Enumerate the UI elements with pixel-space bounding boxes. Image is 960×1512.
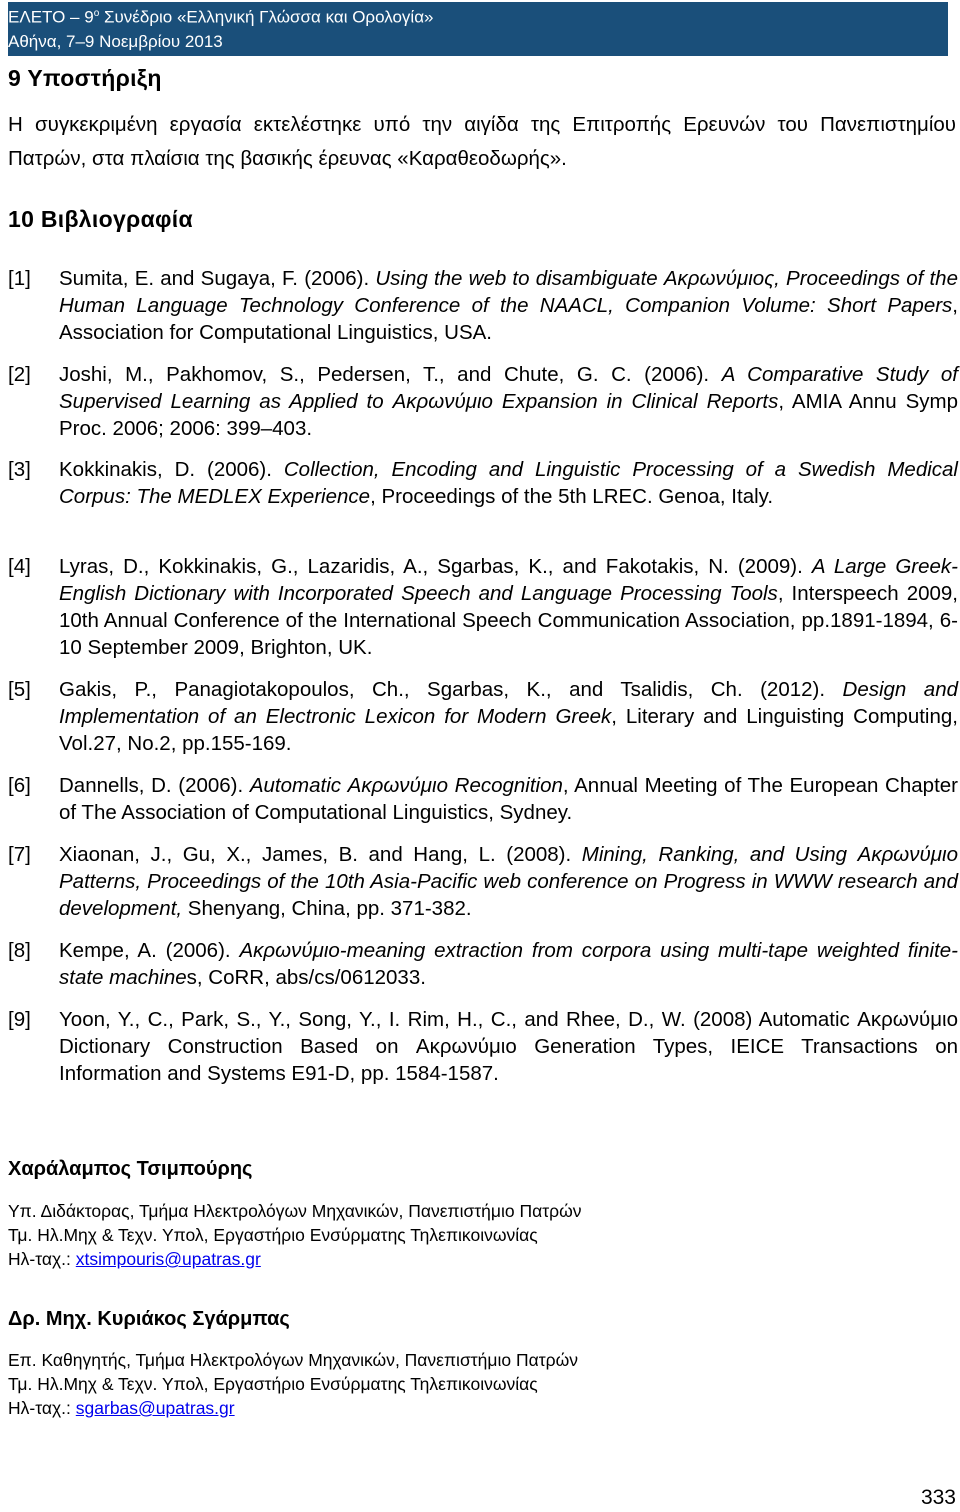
reference-number: [9]: [8, 1008, 31, 1031]
reference-number: [4]: [8, 555, 31, 578]
author-affiliation: Υπ. Διδάκτορας, Τμήμα Ηλεκτρολόγων Μηχανικών, Πανεπιστήμιο Πατρών Τμ. Ηλ.Μηχ & Τεχν. Υπολ, Εργαστήριο Ενσύρματης Τηλεπικοινωνίας Ηλ-ταχ.: xtsimpouris@upatras.gr: [8, 1201, 582, 1269]
reference-item: [3] Kokkinakis, D. (2006). Collection, Encoding and Linguistic Processing of a Swedish Medical Corpus: The MEDLEX Experience, Proceedings of the 5th LREC. Genoa, Italy.: [8, 458, 958, 508]
author-email-link[interactable]: sgarbas@upatras.gr: [75, 1398, 235, 1418]
support-heading: 9 Υποστήριξη: [8, 65, 162, 91]
reference-item: [7] Xiaonan, J., Gu, X., James, B. and Hang, L. (2008). Mining, Ranking, and Using Ακρωνύμιο Patterns, Proceedings of the 10th Asia-Pacific web conference on Progress in WWW research and development, Shenyang, China, pp. 371-382.: [8, 843, 958, 920]
author-affiliation: Επ. Καθηγητής, Τμήμα Ηλεκτρολόγων Μηχανικών, Πανεπιστήμιο Πατρών Τμ. Ηλ.Μηχ & Τεχν. Υπολ, Εργαστήριο Ενσύρματης Τηλεπικοινωνίας Ηλ-ταχ.: sgarbas@upatras.gr: [8, 1350, 578, 1418]
reference-number: [1]: [8, 267, 31, 290]
reference-number: [8]: [8, 939, 31, 962]
reference-item: [8] Kempe, A. (2006). Ακρωνύμιο-meaning extraction from corpora using multi-tape weighted finite-state machines, CoRR, abs/cs/0612033.: [8, 939, 958, 989]
author-name: Χαράλαμπος Τσιμπούρης: [8, 1158, 253, 1180]
reference-number: [2]: [8, 363, 31, 386]
reference-item: [5] Gakis, P., Panagiotakopoulos, Ch., Sgarbas, K., and Tsalidis, Ch. (2012). Design and Implementation of an Electronic Lexicon for Modern Greek, Literary and Linguisting Computing, Vol.27, No.2, pp.155-169.: [8, 678, 958, 755]
support-paragraph: Η συγκεκριμένη εργασία εκτελέστηκε υπό την αιγίδα της Επιτροπής Ερευνών του Πανεπιστημίου Πατρών, στα πλαίσια της βασικής έρευνας «Καραθεοδωρής».: [8, 113, 956, 170]
reference-item: [2] Joshi, M., Pakhomov, S., Pedersen, T., and Chute, G. C. (2006). A Comparative Study of Supervised Learning as Applied to Ακρωνύμιο Expansion in Clinical Reports, AMIA Annu Symp Proc. 2006; 2006: 399–403.: [8, 363, 959, 440]
reference-item: [4] Lyras, D., Kokkinakis, G., Lazaridis, A., Sgarbas, K., and Fakotakis, N. (2009). A Large Greek-English Dictionary with Incorporated Speech and Language Processing Tools, Interspeech 2009, 10th Annual Conference of the International Speech Communication Association, pp.1891-1894, 6-10 September 2009, Brighton, UK.: [8, 555, 959, 659]
page-number: 333: [920, 1486, 956, 1509]
running-header: [8, 2, 948, 56]
reference-item: [6] Dannells, D. (2006). Automatic Ακρωνύμιο Recognition, Annual Meeting of The European Chapter of The Association of Computational Linguistics, Sydney.: [8, 774, 958, 824]
reference-number: [7]: [8, 843, 31, 866]
author-email-link[interactable]: xtsimpouris@upatras.gr: [75, 1249, 261, 1269]
reference-item: [9] Yoon, Y., C., Park, S., Y., Song, Y., I. Rim, H., C., and Rhee, D., W. (2008) Automatic Ακρωνύμιο Dictionary Construction Based on Ακρωνύμιο Generation Types, IEICE Transactions on Information and Systems E91-D, pp. 1584-1587.: [8, 1008, 958, 1085]
reference-number: [5]: [8, 678, 31, 701]
reference-number: [6]: [8, 774, 31, 797]
bibliography-heading: 10 Βιβλιογραφία: [8, 206, 193, 232]
header-conference: ΕΛΕΤΟ – $9^o$ Συνέδριο «Ελληνική Γλώσσα και Ορολογία»: [8, 7, 434, 27]
reference-number: [3]: [8, 458, 31, 481]
reference-item: [1] Sumita, E. and Sugaya, F. (2006). Using the web to disambiguate Ακρωνύμιος, Proceedings of the Human Language Technology Conference of the NAACL, Companion Volume: Short Papers, Association for Computational Linguistics, USA.: [8, 267, 958, 344]
author-name: Δρ. Μηχ. Κυριάκος Σγάρμπας: [8, 1308, 290, 1330]
header-date: Αθήνα, 7–9 Νοεμβρίου 2013: [8, 31, 223, 51]
